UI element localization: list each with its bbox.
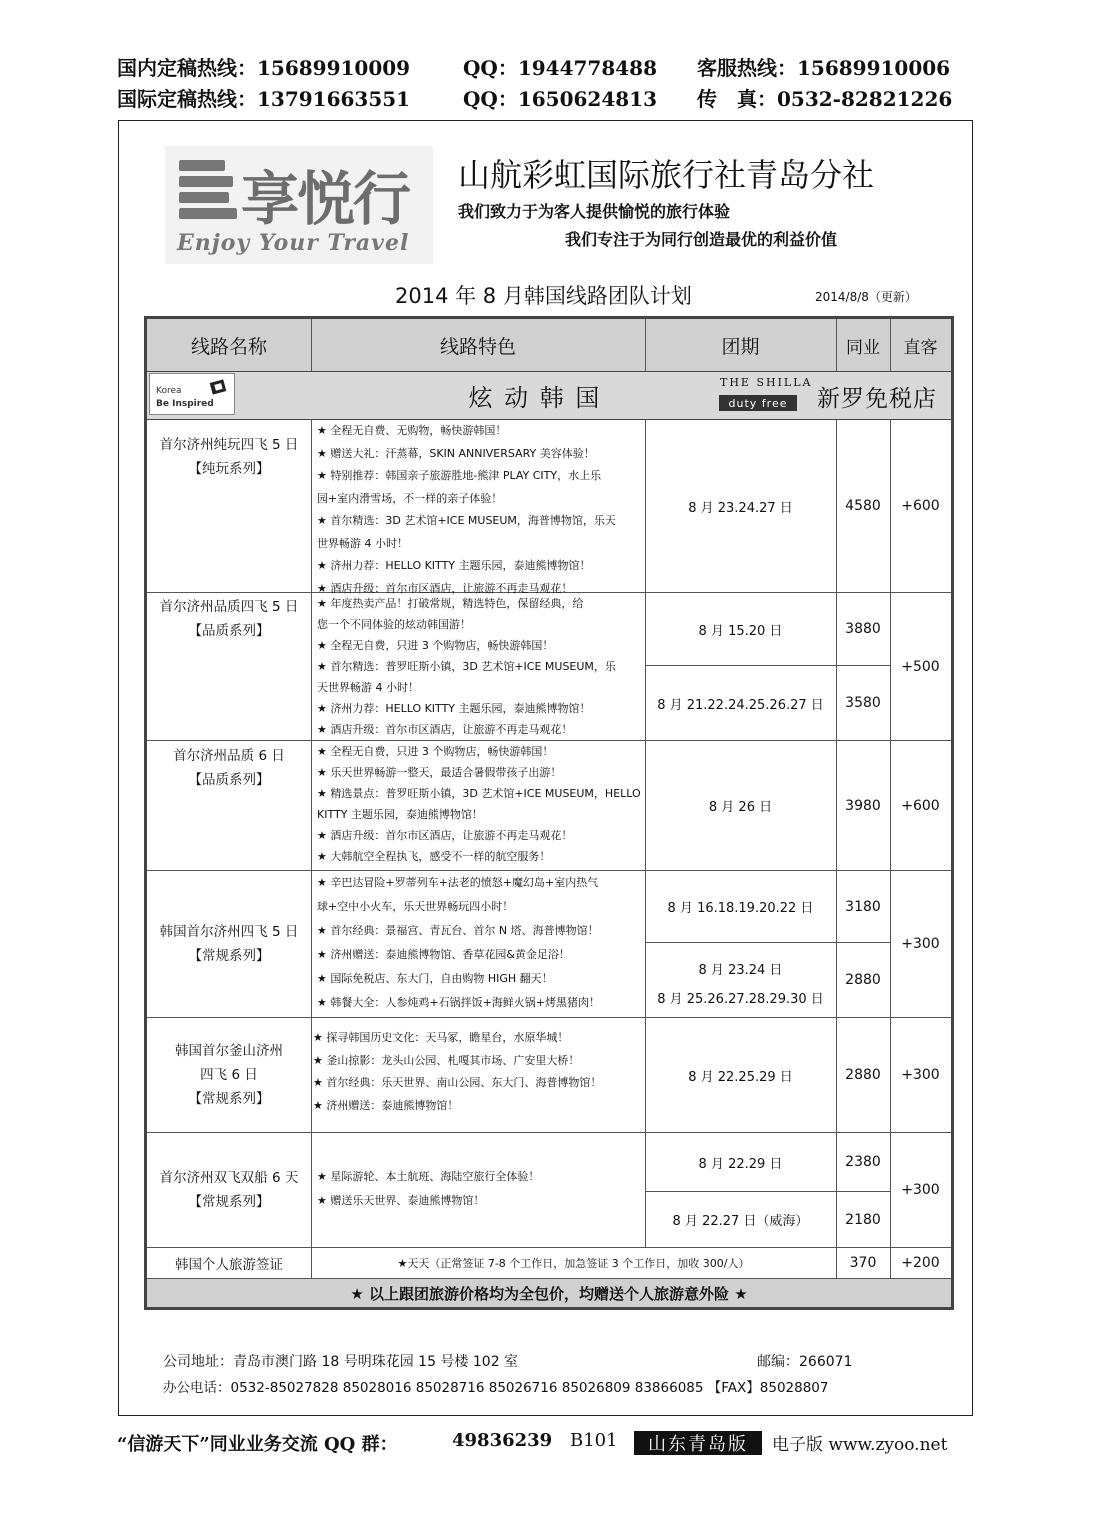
- feature-line: ★ 赠送乐天世界、泰迪熊博物馆！: [317, 1194, 485, 1207]
- feature-line: KITTY 主题乐园，泰迪熊博物馆！: [317, 808, 483, 821]
- route-features: [311, 871, 645, 1015]
- tour-dates: 8 月 16.18.19.20.22 日: [667, 901, 814, 916]
- postcode: 邮编：266071: [757, 1354, 853, 1370]
- company-logo: [165, 146, 433, 264]
- peer-price: 3180: [845, 898, 881, 915]
- domestic-qq: QQ：1944778488: [463, 56, 658, 80]
- intl-hotline: 国际定稿热线：13791663551: [117, 87, 411, 111]
- plan-date: 2014/8/8（更新）: [815, 290, 917, 304]
- route-name: 韩国首尔济州四飞 5 日 【常规系列】: [159, 924, 299, 964]
- direct-price: +300: [901, 1067, 940, 1083]
- route-features: [311, 420, 645, 600]
- hotline-row-1: [117, 52, 977, 78]
- feature-line: ★ 星际游轮、本土航班、海陆空旅行全体验！: [317, 1170, 540, 1183]
- visa-direct-price: +200: [901, 1255, 940, 1271]
- route-features: [311, 741, 645, 867]
- tour-dates: 8 月 22.27 日（威海）: [672, 1214, 809, 1229]
- office-phone: 办公电话：0532-85027828 85028016 85028716 85026716 85026809 83866085 【FAX】85028807: [163, 1380, 829, 1396]
- tour-dates: 8 月 26 日: [708, 800, 773, 815]
- logo-text: 享悦行: [241, 165, 410, 233]
- feature-line: ★ 酒店升级：首尔市区酒店，让旅游不再走马观花！: [317, 581, 573, 595]
- feature-line: ★ 乐天世界畅游一整天，最适合暑假带孩子出游！: [317, 766, 562, 779]
- tour-dates: 8 月 23.24 日: [698, 962, 783, 978]
- company-address: 公司地址：青岛市澳门路 18 号明珠花园 15 号楼 102 室: [163, 1354, 519, 1370]
- feature-line: ★ 济州赠送：泰迪熊博物馆！: [313, 1098, 459, 1112]
- feature-line: ★ 韩餐大全：人参炖鸡+石锅拌饭+海鲜火锅+烤黑猪肉！: [317, 996, 601, 1009]
- header-route-name: 线路名称: [147, 319, 311, 371]
- direct-price: +600: [901, 797, 940, 814]
- header-direct-price: 直客: [890, 319, 951, 371]
- direct-price: +500: [901, 658, 940, 675]
- tour-dates: 8 月 25.26.27.28.29.30 日: [657, 991, 824, 1007]
- korea-logo-slogan: Be Inspired: [156, 399, 214, 409]
- plan-title: 2014 年 8 月韩国线路团队计划: [395, 284, 692, 308]
- edition-badge: 山东青岛版: [634, 1431, 762, 1455]
- feature-line: ★ 国际免税店、东大门，自由购物 HIGH 翻天！: [317, 972, 553, 985]
- visa-description: ★天天（正常签证 7-8 个工作日，加急签证 3 个工作日，加收 300/人）: [397, 1257, 750, 1270]
- motto-line-1: 我们致力于为客人提供愉悦的旅行体验: [458, 202, 731, 221]
- feature-line: ★ 特别推荐：韩国亲子旅游胜地-熊津 PLAY CITY，水上乐: [317, 469, 602, 482]
- route-name: 首尔济州品质 6 日 【品质系列】: [173, 748, 285, 788]
- direct-price: +300: [901, 936, 940, 952]
- route-name: 首尔济州双飞双船 6 天 【常规系列】: [159, 1170, 299, 1210]
- logo-mark-icon: [179, 160, 235, 222]
- route-features: [311, 1165, 645, 1213]
- route-features: [311, 1027, 645, 1117]
- banner-title: 炫 动 韩 国: [468, 383, 602, 412]
- price-note: ★ 以上跟团旅游价格均为全包价，均赠送个人旅游意外险 ★: [147, 1279, 951, 1307]
- feature-line: ★ 首尔经典：乐天世界、南山公园、东大门、海普博物馆！: [313, 1076, 602, 1089]
- peer-price: 3880: [845, 621, 881, 637]
- feature-line: ★ 济州力荐：HELLO KITTY 主题乐园，泰迪熊博物馆！: [317, 702, 591, 715]
- feature-line: 天世界畅游 4 小时！: [317, 681, 419, 694]
- domestic-hotline: 国内定稿热线：15689910009: [117, 56, 411, 80]
- feature-line: ★ 首尔经典：景福宫、青瓦台、首尔 N 塔、海普博物馆！: [317, 924, 599, 937]
- route-features: [311, 593, 645, 740]
- feature-line: ★ 酒店升级：首尔市区酒店，让旅游不再走马观花！: [317, 723, 573, 736]
- feature-line: ★ 辛巴达冒险+罗蒂列车+法老的愤怒+魔幻岛+室内热气: [317, 876, 599, 889]
- peer-price: 2880: [845, 972, 881, 988]
- peer-price: 2380: [845, 1154, 881, 1170]
- feature-line: ★ 赠送大礼：汗蒸幕，SKIN ANNIVERSARY 美容体验！: [317, 446, 595, 460]
- feature-line: ★ 酒店升级：首尔市区酒店，让旅游不再走马观花！: [317, 829, 573, 842]
- feature-line: ★ 大韩航空全程执飞，感受不一样的航空服务！: [317, 850, 551, 863]
- logo-slogan: Enjoy Your Travel: [177, 230, 410, 256]
- route-name: 首尔济州纯玩四飞 5 日 【纯玩系列】: [159, 437, 299, 477]
- feature-line: ★ 全程无自费，只进 3 个购物店，畅快游韩国！: [317, 639, 554, 652]
- header-dates: 团期: [645, 319, 836, 371]
- feature-line: ★ 首尔精选：3D 艺术馆+ICE MUSEUM，海普博物馆，乐天: [317, 514, 616, 527]
- feature-line: ★ 济州赠送：泰迪熊博物馆、香草花园&黄金足浴！: [317, 948, 570, 961]
- tour-dates: 8 月 22.25.29 日: [688, 1069, 793, 1085]
- peer-price: 3980: [845, 797, 881, 814]
- qq-group-label: “信游天下”同业业务交流 QQ 群：: [117, 1434, 398, 1455]
- feature-line: ★ 年度热卖产品！打破常规，精选特色，保留经典，给: [317, 597, 584, 610]
- peer-price: 2880: [845, 1067, 881, 1083]
- feature-line: ★ 釜山掠影：龙头山公园、札嘎其市场、广安里大桥！: [313, 1053, 580, 1067]
- tour-dates: 8 月 21.22.24.25.26.27 日: [657, 697, 824, 713]
- header-route-features: 线路特色: [311, 319, 645, 371]
- shilla-name: 新罗免税店: [817, 385, 937, 412]
- feature-line: ★ 济州力荐：HELLO KITTY 主题乐园，泰迪熊博物馆！: [317, 559, 591, 572]
- tour-dates: 8 月 15.20 日: [698, 623, 783, 639]
- tour-dates: 8 月 22.29 日: [698, 1156, 783, 1172]
- agency-name: 山航彩虹国际旅行社青岛分社: [458, 156, 875, 194]
- fax: 传 真：0532-82821226: [697, 87, 953, 111]
- qq-group-number: 49836239: [452, 1430, 553, 1451]
- feature-line: 园+室内滑雪场，不一样的亲子体验！: [317, 491, 503, 505]
- feature-line: ★ 全程无自费、无购物，畅快游韩国！: [317, 424, 507, 437]
- peer-price: 4580: [845, 498, 881, 514]
- website: 电子版 www.zyoo.net: [772, 1435, 948, 1455]
- korea-logo-icon: [208, 378, 230, 398]
- direct-price: +600: [901, 498, 940, 514]
- intl-qq: QQ：1650624813: [463, 87, 658, 111]
- feature-line: 球+空中小火车，乐天世界畅玩四小时！: [317, 900, 514, 913]
- visa-name: 韩国个人旅游签证: [175, 1257, 283, 1273]
- service-hotline: 客服热线：15689910006: [697, 56, 951, 80]
- feature-line: ★ 首尔精选：普罗旺斯小镇，3D 艺术馆+ICE MUSEUM，乐: [317, 660, 616, 673]
- feature-line: 您一个不同体验的炫动韩国游！: [317, 618, 471, 631]
- feature-line: 世界畅游 4 小时！: [317, 536, 408, 550]
- shilla-logo-text: THE SHILLA: [720, 376, 813, 389]
- peer-price: 2180: [845, 1211, 881, 1228]
- peer-price: 3580: [845, 695, 881, 711]
- route-name: 首尔济州品质四飞 5 日 【品质系列】: [159, 599, 299, 639]
- feature-line: ★ 精选景点：普罗旺斯小镇，3D 艺术馆+ICE MUSEUM，HELLO: [317, 787, 641, 800]
- route-name: 韩国首尔釜山济州 四飞 6 日 【常规系列】: [175, 1043, 283, 1107]
- tour-dates: 8 月 23.24.27 日: [688, 500, 793, 516]
- feature-line: ★ 探寻韩国历史文化：天马冢，瞻星台，水原华城！: [313, 1031, 569, 1044]
- page-number: B101: [570, 1430, 618, 1451]
- feature-line: ★ 全程无自费，只进 3 个购物店，畅快游韩国！: [317, 745, 554, 758]
- hotline-row-2: [117, 83, 977, 109]
- korea-tourism-logo: [149, 373, 235, 415]
- motto-line-2: 我们专注于为同行创造最优的利益价值: [565, 230, 838, 249]
- korea-logo-text: Korea: [156, 386, 182, 396]
- shilla-duty-free-logo: duty free: [719, 395, 797, 411]
- header-peer-price: 同业: [836, 319, 890, 371]
- direct-price: +300: [901, 1182, 940, 1198]
- visa-peer-price: 370: [849, 1255, 877, 1271]
